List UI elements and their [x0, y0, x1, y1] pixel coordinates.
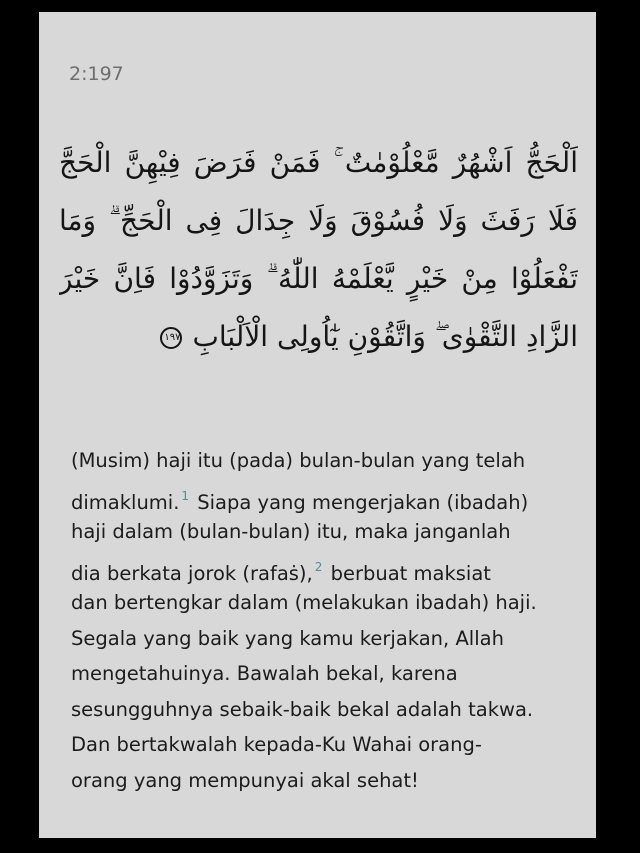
translation-line: Dan bertakwalah kepada-Ku Wahai orang-	[71, 733, 482, 756]
arabic-line-3: تَفْعَلُوْا مِنْ خَيْرٍ يَّعْلَمْهُ اللّٰهُ ۗ وَتَزَوَّدُوْا فَاِنَّ خَيْرَ	[59, 262, 578, 295]
translation-line	[71, 550, 571, 586]
translation-line: Segala yang baik yang kamu kerjakan, Allah	[71, 626, 504, 650]
footnote-2-link[interactable]: 2	[314, 559, 323, 574]
translation-text	[71, 443, 571, 798]
translation-line: haji dalam (bulan-bulan) itu, maka janganlah	[71, 520, 511, 543]
translation-line: orang yang mempunyai akal sehat!	[71, 768, 419, 792]
translation-segment: dia berkata jorok (rafaṡ),	[71, 561, 313, 585]
translation-line: mengetahuinya. Bawalah bekal, karena	[71, 662, 458, 685]
verse-card	[39, 12, 596, 838]
arabic-line-4-text: الزَّادِ التَّقْوٰى ۖ وَاتَّقُوْنِ يٰٓاُولِى الْاَلْبَابِ	[192, 320, 578, 353]
arabic-line-1: اَلْحَجُّ اَشْهُرٌ مَّعْلُوْمٰتٌ ۚ فَمَنْ فَرَضَ فِيْهِنَّ الْحَجَّ	[59, 146, 578, 179]
ayah-end-marker-icon: ١٩٧	[160, 327, 182, 349]
verse-number: 2:197	[69, 63, 124, 85]
translation-line: (Musim) haji itu (pada) bulan-bulan yang telah	[71, 449, 526, 472]
translation-segment: berbuat maksiat	[324, 561, 491, 585]
arabic-line-2: فَلَا رَفَثَ وَلَا فُسُوْقَ وَلَا جِدَالَ فِى الْحَجِّ ۗ وَمَا	[59, 204, 578, 237]
translation-line: sesungguhnya sebaik-baik bekal adalah takwa.	[71, 697, 534, 721]
translation-segment: Siapa yang mengerjakan (ibadah)	[191, 490, 529, 514]
translation-segment: dimaklumi.	[71, 490, 180, 514]
arabic-text	[59, 134, 578, 366]
translation-line: dan bertengkar dalam (melakukan ibadah) haji.	[71, 591, 537, 614]
footnote-1-link[interactable]: 1	[181, 488, 190, 503]
translation-line	[71, 479, 571, 515]
arabic-line-4	[59, 308, 578, 366]
